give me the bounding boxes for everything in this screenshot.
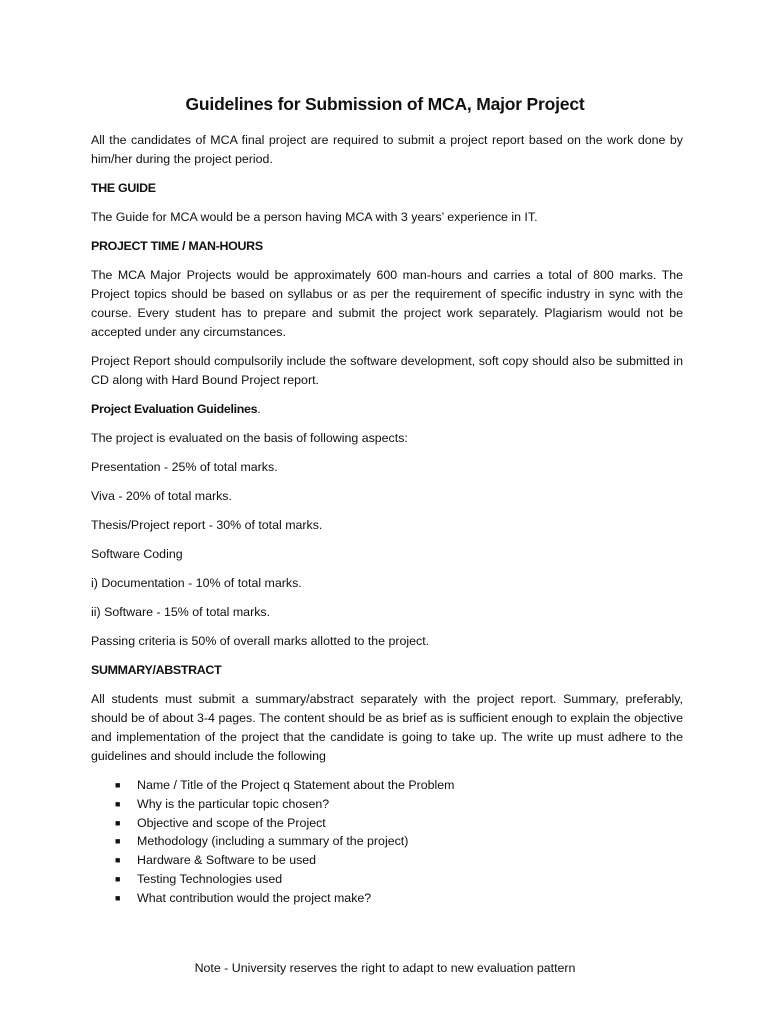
list-item-text: Hardware & Software to be used — [137, 853, 317, 868]
bullet-icon: ■ — [115, 873, 121, 884]
evaluation-item: Presentation - 25% of total marks. — [91, 460, 278, 474]
list-item — [91, 795, 683, 814]
document-body — [91, 131, 683, 908]
evaluation-item: i) Documentation - 10% of total marks. — [91, 576, 302, 590]
bullet-icon: ■ — [115, 780, 121, 790]
document-title: Guidelines for Submission of MCA, Major Project — [185, 94, 585, 114]
bullet-icon: ■ — [115, 817, 121, 828]
evaluation-heading-line — [91, 400, 683, 419]
list-item — [91, 851, 683, 870]
project-time-paragraph: The MCA Major Projects would be approximately 600 man-hours and carries a total of 800 marks. The Project topics should be based on syllabus or as per the requirement of specific industry in sync with the course. Every student has to prepare and submit the project work separately. Plagiarism would not be accepted under any circumstances. — [91, 268, 683, 339]
bullet-icon: ■ — [115, 798, 121, 809]
footer-note: Note - University reserves the right to adapt to new evaluation pattern — [194, 961, 576, 975]
list-item-text: Why is the particular topic chosen? — [137, 796, 330, 811]
list-item-text: What contribution would the project make? — [137, 890, 372, 905]
evaluation-item: ii) Software - 15% of total marks. — [91, 605, 271, 619]
project-time-heading: PROJECT TIME / MAN-HOURS — [91, 239, 263, 253]
evaluation-item: Passing criteria is 50% of overall marks allotted to the project. — [91, 634, 430, 648]
evaluation-heading: Project Evaluation Guidelines — [91, 402, 258, 416]
bullet-icon: ■ — [115, 892, 121, 903]
summary-list — [91, 776, 683, 908]
list-item — [91, 870, 683, 889]
bullet-icon: ■ — [115, 836, 121, 847]
guide-paragraph: The Guide for MCA would be a person having MCA with 3 years’ experience in IT. — [91, 210, 538, 224]
evaluation-item: Viva - 20% of total marks. — [91, 489, 232, 503]
list-item — [91, 776, 683, 795]
list-item-text: Name / Title of the Project q Statement about the Problem — [137, 778, 455, 792]
guide-heading: THE GUIDE — [91, 181, 156, 195]
list-item — [91, 832, 683, 851]
evaluation-item: Software Coding — [91, 547, 183, 561]
evaluation-heading-suffix: . — [257, 402, 261, 416]
evaluation-item: Thesis/Project report - 30% of total marks. — [91, 518, 323, 532]
evaluation-intro: The project is evaluated on the basis of following aspects: — [91, 431, 408, 445]
bullet-icon: ■ — [115, 855, 121, 866]
list-item — [91, 889, 683, 908]
project-report-paragraph: Project Report should compulsorily include the software development, soft copy should also be submitted in CD along with Hard Bound Project report. — [91, 354, 683, 387]
summary-paragraph: All students must submit a summary/abstract separately with the project report. Summary, preferably, should be of about 3-4 pages. The content should be as brief as is sufficient enough to explain the objective and implementation of the project that the candidate is going to take up. The write up must adhere to the guidelines and should include the following — [91, 692, 683, 763]
list-item-text: Objective and scope of the Project — [137, 815, 326, 830]
summary-heading: SUMMARY/ABSTRACT — [91, 663, 222, 677]
list-item-text: Testing Technologies used — [137, 871, 283, 886]
list-item-text: Methodology (including a summary of the project) — [137, 834, 409, 849]
intro-paragraph: All the candidates of MCA final project are required to submit a project report based on the work done by him/her during the project period. — [91, 133, 683, 166]
list-item — [91, 814, 683, 833]
